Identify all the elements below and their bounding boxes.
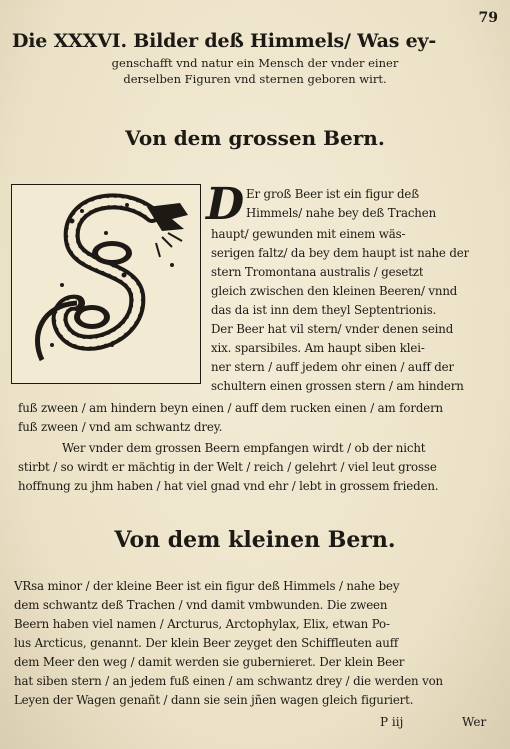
text-line: haupt/ gewunden mit einem wäs- <box>211 227 406 241</box>
woodcut-illustration <box>11 184 201 384</box>
text-line: stern Tromontana australis / gesetzt <box>211 265 424 279</box>
drop-capital: D <box>206 179 245 230</box>
text-line: fuß zween / vnd am schwantz drey. <box>18 420 223 434</box>
page-number: 79 <box>478 10 498 26</box>
text-line: serigen faltz/ da bey dem haupt ist nahe der <box>211 246 470 260</box>
text-line: Der Beer hat vil stern/ vnder denen seind <box>211 322 454 336</box>
chapter-title: Die XXXVI. Bilder deß Himmels/ Was ey- <box>12 30 437 52</box>
text-line: das da ist inn dem theyl Septentrionis. <box>211 303 437 317</box>
chapter-subtitle-line-2: derselben Figuren vnd sternen geboren wirt. <box>123 72 387 86</box>
text-line: dem Meer den weg / damit werden sie gubernieret. Der klein Beer <box>14 655 405 669</box>
text-line: hoffnung zu jhm haben / hat viel gnad vnd ehr / lebt in grossem frieden. <box>18 479 439 493</box>
text-line: Er groß Beer ist ein figur deß <box>246 187 419 201</box>
text-line: Leyen der Wagen genañt / dann sie sein jñen wagen gleich figuriert. <box>14 693 414 707</box>
text-line: xix. sparsibiles. Am haupt siben klei- <box>211 341 425 355</box>
text-line: Himmels/ nahe bey deß Trachen <box>246 206 437 220</box>
text-line: hat siben stern / an jedem fuß einen / am schwantz drey / die werden von <box>14 674 443 688</box>
text-line: dem schwantz deß Trachen / vnd damit vmbwunden. Die zween <box>14 598 388 612</box>
text-line: gleich zwischen den kleinen Beeren/ vnnd <box>211 284 458 298</box>
text-line: stirbt / so wirdt er mächtig in der Welt / reich / gelehrt / viel leut grosse <box>18 460 437 474</box>
text-line: schultern einen grossen stern / am hindern <box>211 379 464 393</box>
text-line: ner stern / auff jedem ohr einen / auff der <box>211 360 455 374</box>
text-line: fuß zween / am hindern beyn einen / auff dem rucken einen / am fordern <box>18 401 444 415</box>
section-heading-little-bear: Von dem kleinen Bern. <box>114 528 396 552</box>
dragon-woodcut-image <box>12 185 199 382</box>
text-line: Wer vnder dem grossen Beern empfangen wirdt / ob der nicht <box>62 441 426 455</box>
chapter-subtitle-line-1: genschafft vnd natur ein Mensch der vnder einer <box>111 56 399 70</box>
section-heading-great-bear: Von dem grossen Bern. <box>125 126 385 150</box>
catchword: Wer <box>462 715 487 729</box>
text-line: VRsa minor / der kleine Beer ist ein figur deß Himmels / nahe bey <box>14 579 400 593</box>
signature-mark: P iij <box>380 715 404 729</box>
text-line: lus Arcticus, genannt. Der klein Beer zeyget den Schiffleuten auff <box>14 636 399 650</box>
text-line: Beern haben viel namen / Arcturus, Arctophylax, Elix, etwan Po- <box>14 617 390 631</box>
